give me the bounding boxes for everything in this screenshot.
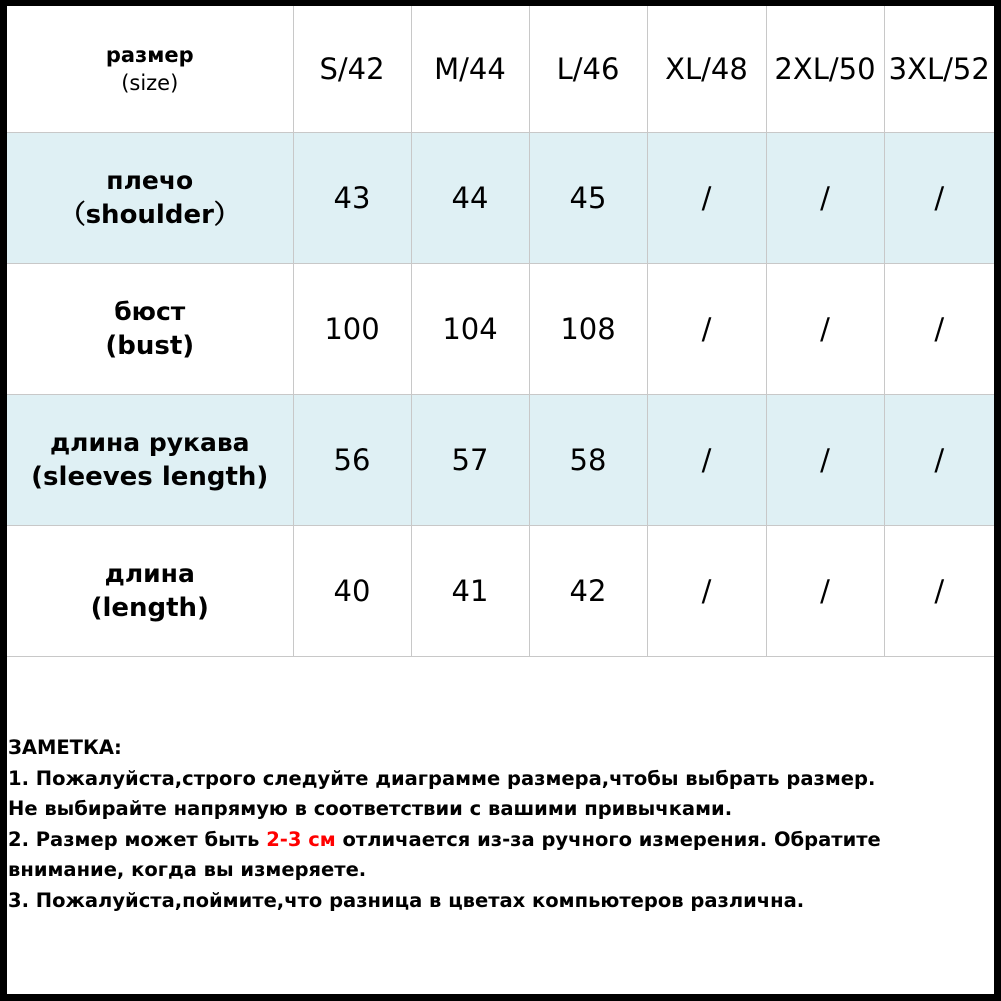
value-text: / [934,311,945,346]
value-text: 104 [442,311,498,346]
value-text: / [701,573,712,608]
row-label-cell [7,132,293,263]
row-label-cell [7,525,293,656]
value-cell [293,263,411,394]
value-text: / [701,311,712,346]
value-cell [411,263,529,394]
value-cell [647,132,766,263]
row-label-en: (length) [90,592,209,623]
size-header-cell [529,6,647,132]
value-cell [766,263,884,394]
value-text: / [934,180,945,215]
value-cell [766,525,884,656]
table-row-shoulder [7,132,994,263]
size-header: S/42 [319,51,385,86]
row-label-ru: бюст [114,296,186,326]
value-text: / [701,180,712,215]
row-label-ru: длина рукава [49,427,250,457]
row-label-cell [7,263,293,394]
value-text: 40 [333,573,371,608]
size-header-cell [411,6,529,132]
note-line-1b: Не выбирайте напрямую в соответствии с вашими привычками. [8,797,733,820]
table-row-length [7,525,994,656]
value-text: 57 [451,442,489,477]
value-cell [293,132,411,263]
value-cell [411,394,529,525]
row-label-ru: длина [104,558,195,588]
size-header: 2XL/50 [774,51,876,86]
header-label-cell [7,6,293,132]
note-line-2b: внимание, когда вы измеряете. [8,858,367,881]
note-line-2-end: отличается из-за ручного измерения. Обратите [335,827,881,851]
value-cell [529,132,647,263]
note-title: ЗАМЕТКА: [8,736,122,759]
note-highlight: 2-3 см [266,827,336,851]
value-text: 108 [560,311,616,346]
size-chart-table [7,6,994,657]
row-label-cell [7,394,293,525]
table-row-bust [7,263,994,394]
value-cell [293,394,411,525]
value-text: 100 [324,311,380,346]
note-line-3: 3. Пожалуйста,поймите,что разница в цветах компьютеров различна. [8,888,805,912]
value-text: / [934,442,945,477]
value-cell [884,525,994,656]
row-label-ru: плечо [106,165,194,195]
note-line-1: 1. Пожалуйста,строго следуйте диаграмме размера,чтобы выбрать размер. [8,766,876,790]
value-text: / [820,573,830,608]
size-header: 3XL/52 [888,51,990,86]
size-header-cell [293,6,411,132]
value-text: 45 [569,180,607,215]
value-text: 43 [333,180,371,215]
size-header: M/44 [434,51,506,86]
value-text: 58 [569,442,607,477]
note-block [8,733,996,916]
value-cell [529,394,647,525]
size-header: XL/48 [665,51,748,86]
size-header-cell [647,6,766,132]
header-label-ru: размер [105,42,194,67]
value-cell [411,132,529,263]
row-label-en: (bust) [105,330,195,361]
value-cell [529,525,647,656]
size-header: L/46 [556,51,620,86]
value-cell [884,132,994,263]
value-text: / [701,442,712,477]
value-cell [529,263,647,394]
header-label-en: (size) [121,70,179,95]
table-row-sleeves-length [7,394,994,525]
value-text: / [820,180,830,215]
value-cell [884,394,994,525]
value-cell [647,525,766,656]
row-label-en: （shoulder） [59,199,240,230]
note-line-2-start: 2. Размер может быть [8,827,267,851]
value-cell [647,394,766,525]
value-text: 41 [451,573,489,608]
value-text: 42 [569,573,607,608]
value-cell [293,525,411,656]
value-cell [766,132,884,263]
value-text: 44 [451,180,489,215]
value-text: / [820,442,830,477]
value-text: / [934,573,945,608]
note-line-2 [8,825,996,856]
value-cell [884,263,994,394]
value-cell [411,525,529,656]
size-header-cell [884,6,994,132]
table-header-row [7,6,994,132]
value-text: 56 [333,442,371,477]
value-cell [647,263,766,394]
size-header-cell [766,6,884,132]
value-cell [766,394,884,525]
row-label-en: (sleeves length) [31,461,269,492]
value-text: / [820,311,830,346]
